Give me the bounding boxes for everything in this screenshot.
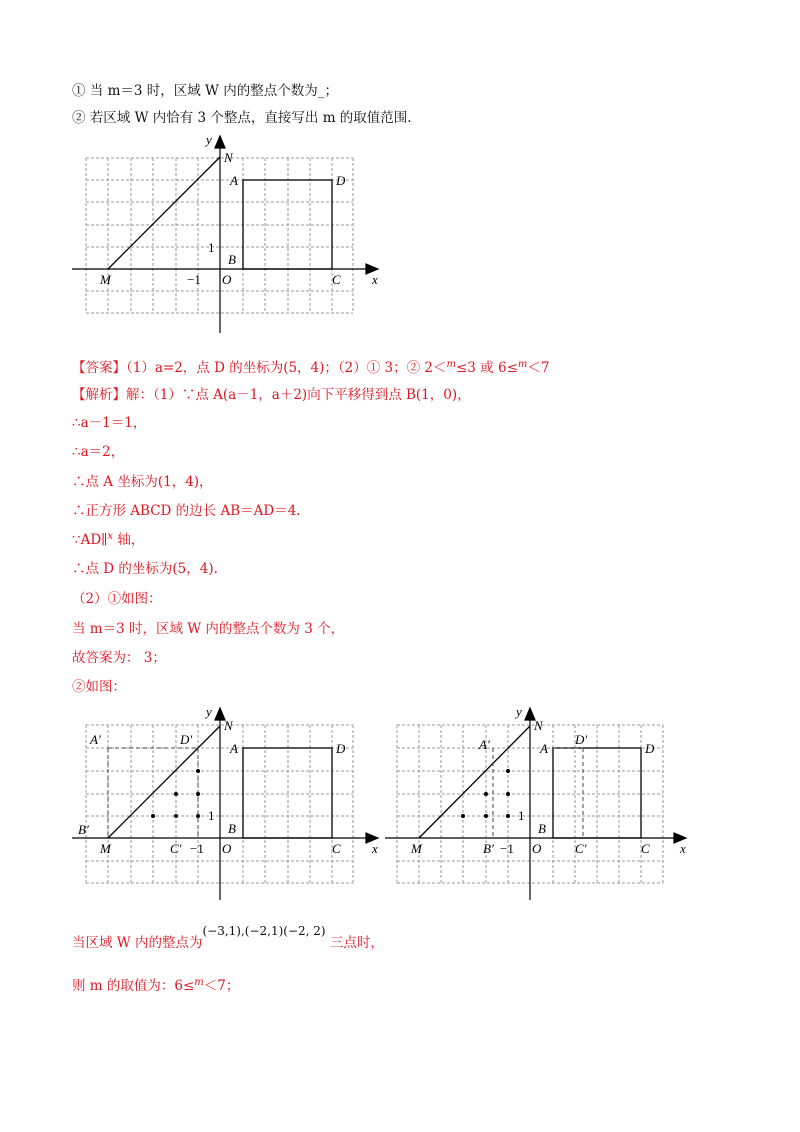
- label-M: M: [100, 272, 111, 287]
- question-1: ① 当 m＝3 时，区域 W 内的整点个数为_；: [72, 83, 338, 99]
- analysis-line-10: 故答案为： 3；: [72, 650, 166, 666]
- analysis-line-1: 【解析】解：（1）∵点 A(a－1，a＋2)向下平移得到点 B(1，0)，: [72, 387, 471, 403]
- answer-part1: 【答案】（1）a=2，点 D 的坐标为(5，4)；（2）① 3；② 2＜: [72, 360, 447, 376]
- label-Cp-3: C′: [575, 841, 587, 856]
- label-Bp-3: B′: [483, 841, 494, 856]
- x-label: x: [372, 272, 378, 287]
- analysis-line-6x: x: [107, 531, 114, 542]
- lattice-points-text: (−3,1),(−2,1)(−2, 2): [202, 924, 326, 938]
- label-neg1: −1: [187, 272, 201, 287]
- analysis-line-2: ∴a－1＝1，: [72, 415, 147, 431]
- label-Ap-2: A′: [90, 732, 101, 747]
- label-Dp-3: D′: [575, 732, 588, 747]
- answer-line: [72, 356, 549, 376]
- label-B: B: [228, 252, 236, 267]
- label-A-3: A: [540, 741, 548, 756]
- y-label-3: y: [516, 704, 522, 719]
- label-neg1-2: −1: [190, 841, 204, 856]
- analysis-line-11: ②如图：: [72, 679, 126, 695]
- analysis-line-6a: ∵AD∥: [72, 532, 108, 548]
- label-A: A: [230, 173, 238, 188]
- y-label-2: y: [206, 704, 212, 719]
- label-M-2: M: [100, 841, 111, 856]
- analysis-line-13m: m: [194, 977, 204, 988]
- analysis-line-12a: 当区域 W 内的整点为: [72, 935, 203, 951]
- answer-part2: ≤3 或 6≤: [456, 360, 518, 376]
- label-O-3: O: [532, 841, 542, 856]
- label-O-2: O: [222, 841, 232, 856]
- label-B-2: B: [228, 821, 236, 836]
- analysis-line-5: ∴正方形 ABCD 的边长 AB＝AD＝4.: [72, 503, 301, 519]
- x-label-3: x: [680, 841, 686, 856]
- label-one-3: 1: [518, 808, 525, 823]
- segment-MN: [108, 157, 220, 269]
- label-A-2: A: [230, 741, 238, 756]
- label-D-3: D: [645, 741, 655, 756]
- segment-MN-3: [419, 726, 530, 838]
- answer-m2: m: [517, 359, 528, 370]
- x-label-2: x: [372, 841, 378, 856]
- analysis-line-4: ∴点 A 坐标为(1，4)，: [72, 474, 213, 490]
- figure-2: [60, 700, 390, 900]
- analysis-line-6b: 轴，: [113, 532, 145, 548]
- answer-part3: ＜7: [527, 360, 550, 376]
- analysis-line-9: 当 m＝3 时，区域 W 内的整点个数为 3 个，: [72, 621, 345, 637]
- analysis-line-6: [72, 528, 144, 548]
- analysis-line-7: ∴点 D 的坐标为(5，4).: [72, 561, 218, 577]
- analysis-line-13: [72, 974, 239, 994]
- label-neg1-3: −1: [500, 841, 514, 856]
- figure-1-graph: [60, 128, 400, 343]
- label-C-2: C: [332, 841, 341, 856]
- y-label: y: [206, 132, 212, 147]
- question-2: ② 若区域 W 内恰有 3 个整点，直接写出 m 的取值范围.: [72, 110, 412, 126]
- label-Ap-3: A′: [479, 737, 490, 752]
- label-C-3: C: [641, 841, 650, 856]
- analysis-line-8: （2）①如图：: [72, 591, 162, 607]
- figure-3: [375, 700, 705, 900]
- label-M-3: M: [411, 841, 422, 856]
- label-D: D: [336, 173, 346, 188]
- label-Bp-2: B′: [78, 822, 89, 837]
- analysis-line-13b: ＜7；: [203, 978, 240, 994]
- analysis-line-12b: 三点时，: [325, 935, 384, 951]
- figure-2-graph: [60, 700, 390, 900]
- label-B-3: B: [538, 821, 546, 836]
- label-N-2: N: [224, 718, 233, 733]
- analysis-line-13a: 则 m 的取值为：6≤: [72, 978, 195, 994]
- analysis-line-12: [72, 924, 384, 951]
- label-Dp-2: D′: [180, 732, 193, 747]
- figure-1: [60, 128, 400, 343]
- label-O: O: [222, 272, 232, 287]
- answer-m1: m: [446, 359, 456, 370]
- label-C: C: [332, 272, 341, 287]
- segment-MN-2: [108, 726, 220, 838]
- figure-3-graph: [375, 700, 705, 900]
- label-one: 1: [208, 240, 215, 255]
- analysis-line-3: ∴a＝2，: [72, 444, 125, 460]
- label-one-2: 1: [208, 808, 215, 823]
- label-N: N: [224, 150, 233, 165]
- label-N-3: N: [534, 718, 543, 733]
- label-D-2: D: [336, 741, 346, 756]
- label-Cp-2: C′: [170, 841, 182, 856]
